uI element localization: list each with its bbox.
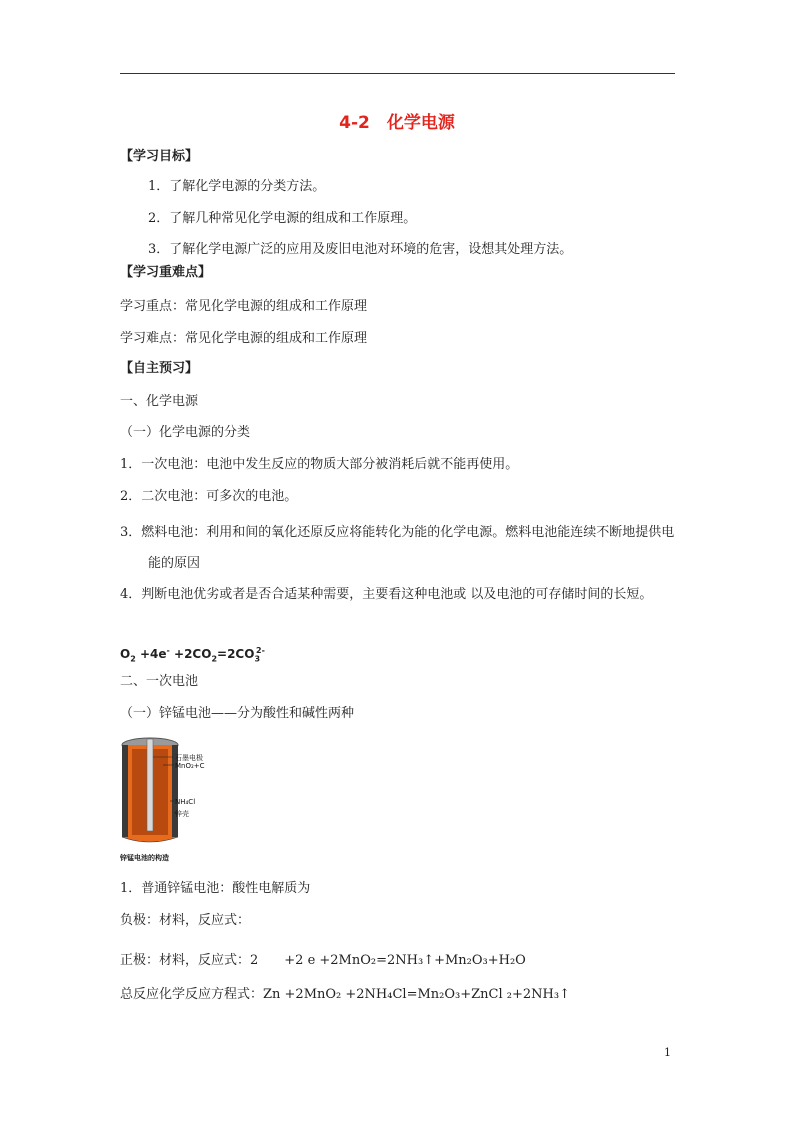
objective-item: 1．了解化学电源的分类方法。 xyxy=(148,179,326,194)
battery-item: 1．普通锌锰电池：酸性电解质为 xyxy=(120,881,311,896)
page-title: 4-2 化学电源 xyxy=(339,113,455,133)
figure-label: MnO₂+C xyxy=(175,762,205,770)
objective-item: 3．了解化学电源广泛的应用及废旧电池对环境的危害，设想其处理方法。 xyxy=(148,242,573,257)
preview-item-wrapped xyxy=(120,517,675,579)
header-rule xyxy=(120,73,675,74)
positive-electrode: 正极：材料，反应式：2 +2 e +2MnO₂=2NH₃↑+Mn₂O₃+H₂O xyxy=(120,953,526,968)
preview-item-text: 3．燃料电池：利用和间的氧化还原反应将能转化为能的化学电源。燃料电池能连续不断地提供电能的原因 xyxy=(120,525,675,571)
zinc-manganese-battery-diagram xyxy=(118,735,213,865)
objective-item: 2．了解几种常见化学电源的组成和工作原理。 xyxy=(148,211,417,226)
equation-o2-co2: $O_2 +4e^- +2CO_2=2CO_3^{2-}$ xyxy=(120,646,265,664)
key-point-difficulty: 学习难点：常见化学电源的组成和工作原理 xyxy=(120,331,368,346)
page-number: 1 xyxy=(664,1046,671,1059)
figure-label: 石墨电极 xyxy=(175,754,203,762)
overall-reaction: 总反应化学反应方程式：Zn +2MnO₂ +2NH₄Cl=Mn₂O₃+ZnCl ₂+2NH₃↑ xyxy=(120,987,570,1002)
objectives-heading: 【学习目标】 xyxy=(120,149,199,164)
section-heading: 二、一次电池 xyxy=(120,674,199,689)
preview-item-text: 4．判断电池优劣或者是否合适某种需要，主要看这种电池或 以及电池的可存储时间的长短。 xyxy=(120,587,653,602)
preview-item: 1．一次电池：电池中发生反应的物质大部分被消耗后就不能再使用。 xyxy=(120,457,519,472)
negative-electrode: 负极：材料，反应式： xyxy=(120,913,251,928)
section-heading: 一、化学电源 xyxy=(120,394,199,409)
figure-caption: 锌锰电池的构造 xyxy=(120,854,169,862)
subsection-heading: （一）锌锰电池——分为酸性和碱性两种 xyxy=(120,706,355,721)
key-points-heading: 【学习重难点】 xyxy=(120,265,212,280)
preview-item-wrapped xyxy=(120,579,675,610)
figure-label: NH₄Cl xyxy=(175,798,196,806)
figure-label: 锌壳 xyxy=(175,810,189,818)
subsection-heading: （一）化学电源的分类 xyxy=(120,425,251,440)
preview-item: 2．二次电池：可多次的电池。 xyxy=(120,489,298,504)
key-point-focus: 学习重点：常见化学电源的组成和工作原理 xyxy=(120,299,368,314)
preview-heading: 【自主预习】 xyxy=(120,361,199,376)
